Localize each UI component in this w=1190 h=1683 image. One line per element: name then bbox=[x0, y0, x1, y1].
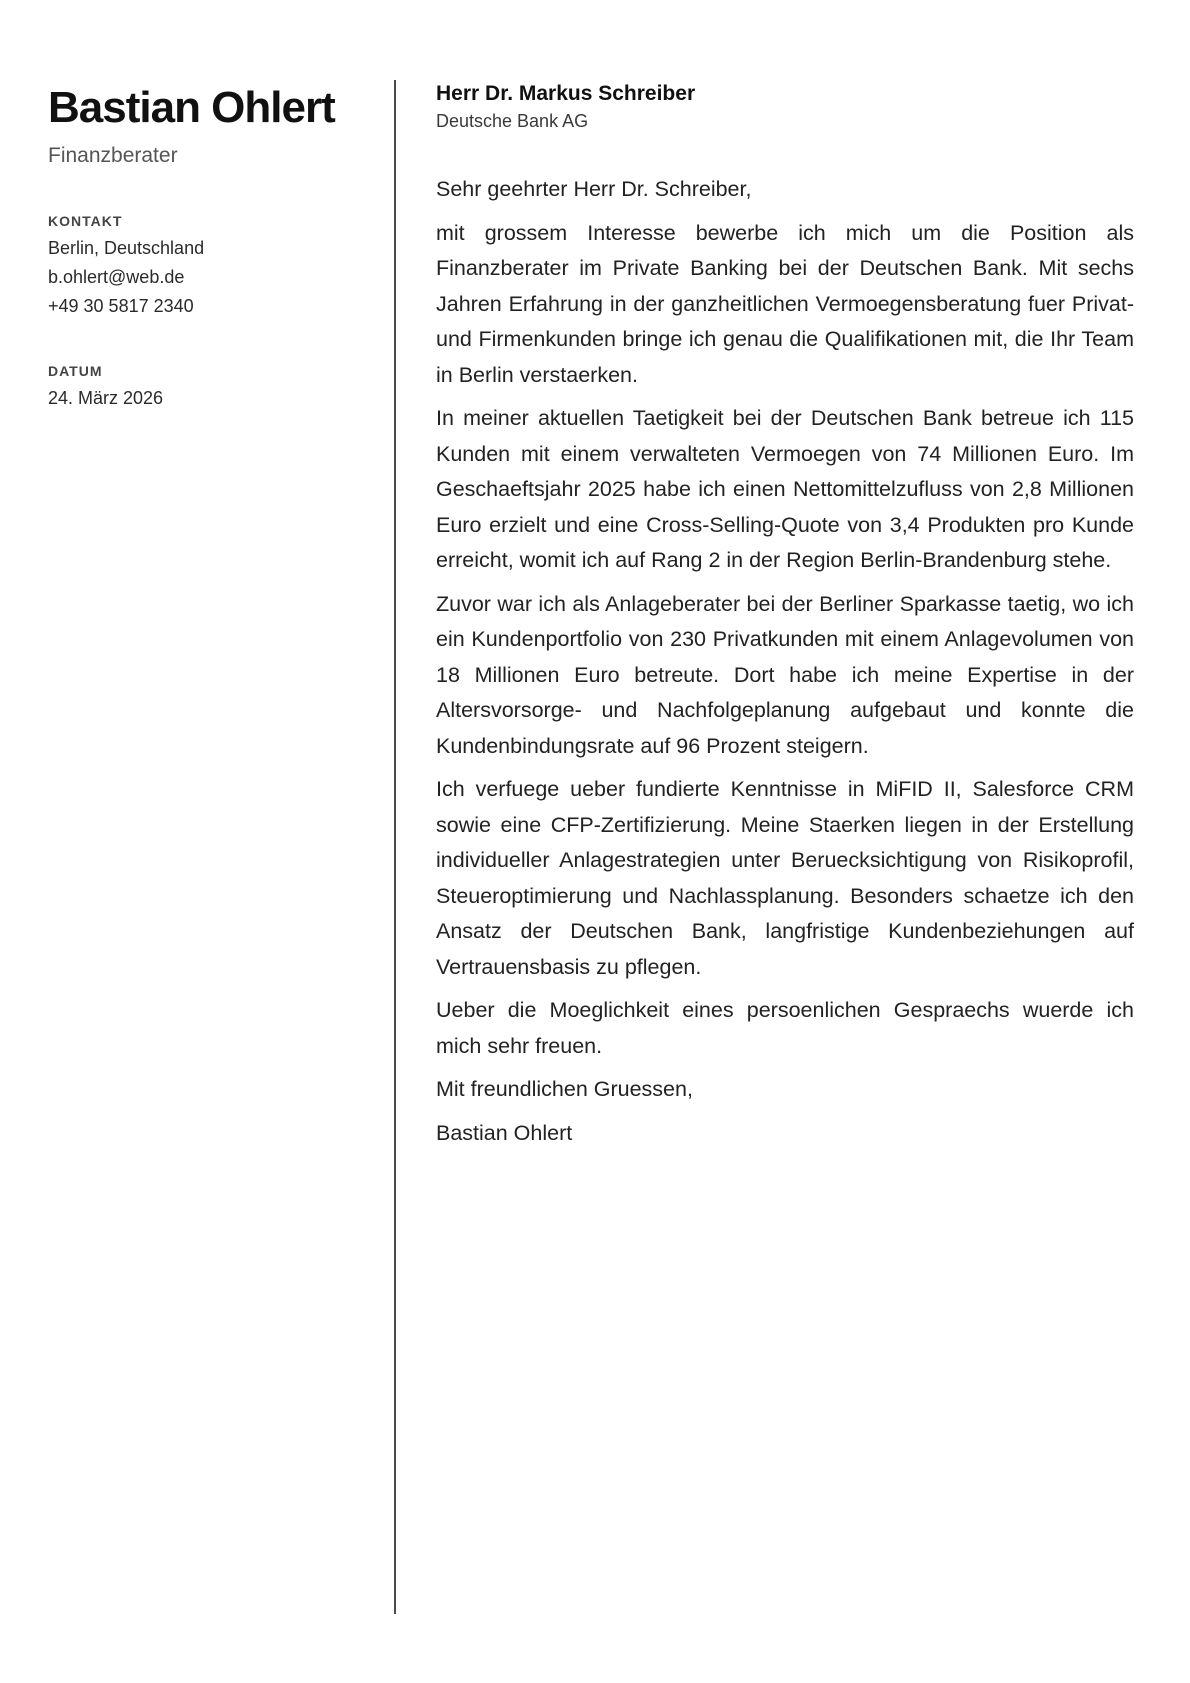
letter-paragraph-1: mit grossem Interesse bewerbe ich mich um die Position als Finanzberater im Private Banking bei der Deutschen Bank. Mit sechs Jahren Erfahrung in der ganzheitlichen Vermoegensberatung fuer Privat- und Firmenkunden bringe ich genau die Qualifikationen mit, die Ihr Team in Berlin verstaerken. bbox=[436, 220, 1134, 387]
date-value: 24. März 2026 bbox=[48, 388, 164, 408]
letter-body bbox=[436, 172, 1134, 1151]
letter-paragraph-3: Zuvor war ich als Anlageberater bei der Berliner Sparkasse taetig, wo ich ein Kundenportfolio von 230 Privatkunden mit einem Anlagevolumen von 18 Millionen Euro betreute. Dort habe ich meine Expertise in der Altersvorsorge- und Nachfolgeplanung aufgebaut und konnte die Kundenbindungsrate auf 96 Prozent steigern. bbox=[436, 591, 1134, 758]
letter-paragraph-4: Ich verfuege ueber fundierte Kenntnisse in MiFID II, Salesforce CRM sowie eine CFP-Zertifizierung. Meine Staerken liegen in der Erstellung individueller Anlagestrategien unter Beruecksichtigung von Risikoprofil, Steueroptimierung und Nachlassplanung. Besonders schaetze ich den Ansatz der Deutschen Bank, langfristige Kundenbeziehungen auf Vertrauensbasis zu pflegen. bbox=[436, 777, 1134, 979]
letter-salutation: Sehr geehrter Herr Dr. Schreiber, bbox=[436, 177, 752, 201]
sender-sidebar bbox=[48, 80, 378, 408]
recipient-company: Deutsche Bank AG bbox=[436, 111, 589, 131]
letter-signature: Bastian Ohlert bbox=[436, 1120, 573, 1145]
contact-label: KONTAKT bbox=[48, 213, 123, 229]
date-label: DATUM bbox=[48, 363, 103, 379]
letter-closing: Mit freundlichen Gruessen, bbox=[436, 1077, 693, 1101]
contact-city: Berlin, Deutschland bbox=[48, 238, 205, 258]
date-section bbox=[48, 362, 163, 413]
contact-section bbox=[48, 212, 204, 321]
sender-role: Finanzberater bbox=[48, 144, 178, 167]
letter-main bbox=[436, 80, 1134, 1145]
recipient-name: Herr Dr. Markus Schreiber bbox=[436, 82, 696, 105]
column-divider bbox=[394, 80, 396, 1614]
letter-paragraph-5: Ueber die Moeglichkeit eines persoenlichen Gespraechs wuerde ich mich sehr freuen. bbox=[436, 998, 1134, 1058]
sender-name: Bastian Ohlert bbox=[48, 83, 335, 132]
contact-phone: +49 30 5817 2340 bbox=[48, 296, 194, 316]
contact-email: b.ohlert@web.de bbox=[48, 267, 185, 287]
letter-paragraph-2: In meiner aktuellen Taetigkeit bei der Deutschen Bank betreue ich 115 Kunden mit einem verwalteten Vermoegen von 74 Millionen Euro. Im Geschaeftsjahr 2025 habe ich einen Nettomittelzufluss von 2,8 Millionen Euro erzielt und eine Cross-Selling-Quote von 3,4 Produkten pro Kunde erreicht, womit ich auf Rang 2 in der Region Berlin-Brandenburg stehe. bbox=[436, 406, 1134, 572]
